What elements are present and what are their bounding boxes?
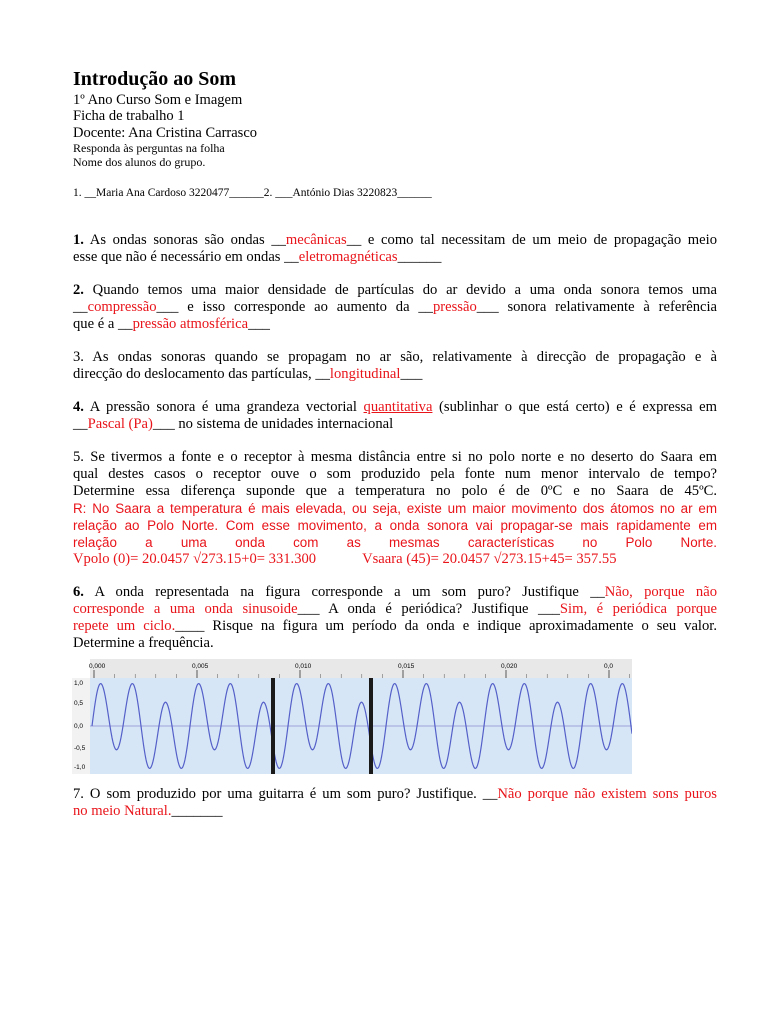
time-tick-label: 0,000 xyxy=(89,663,106,670)
answer-underlined: quantitativa xyxy=(363,399,433,415)
answer: pressão atmosférica xyxy=(132,316,249,332)
worksheet-line: Ficha de trabalho 1 xyxy=(73,108,185,124)
answer: corresponde a uma onda sinusoide xyxy=(73,601,298,617)
amplitude-tick-label: -0,5 xyxy=(74,745,86,752)
question-3: 3. As ondas sonoras quando se propagam no ar são, relativamente à direcção de propagação e à direcção do deslocamento das partículas, __longitudinal___ xyxy=(73,349,717,382)
formula-polo: Vpolo (0)= 20.0457 √273.15+0= 331.300 xyxy=(73,551,317,567)
question-4: 4. A pressão sonora é uma grandeza vectorial quantitativa (sublinhar o que está certo) e é expressa em __Pascal (Pa)___ no sistema de unidades internacional xyxy=(73,399,717,432)
teacher-line: Docente: Ana Cristina Carrasco xyxy=(73,125,258,141)
answer: mecânicas xyxy=(285,232,347,248)
question-6: 6. A onda representada na figura corresponde a um som puro? Justifique __Não, porque não corresponde a uma onda sinusoide___ A onda é periódica? Justifique ___Sim, é periódica porque repete um ciclo.____ Risque na figura um período da onda e indique aproximadamente o seu valor. Determine a frequência. xyxy=(73,584,718,651)
answer: Não porque não existem sons puros xyxy=(497,786,717,802)
question-7: 7. O som produzido por uma guitarra é um som puro? Justifique. __Não porque não existem sons puros no meio Natural._______ xyxy=(73,786,717,819)
amplitude-tick-label: 0,0 xyxy=(74,723,84,730)
amplitude-tick-label: 0,5 xyxy=(74,700,84,707)
question-5: 5. Se tivermos a fonte e o receptor à mesma distância entre si no polo norte e no deserto do Saara em qual destes casos o receptor ouve o som produzido pela fonte num menor intervalo de tempo? Determine essa diferença suponde que a temperatura no polo é de 0ºC e no Saara de 45ºC. R: No Saara a temperatura é mais elevada, ou seja, existe um maior movimento dos átomos no ar em relação ao Polo Norte. Com esse movimento, a onda sonora vai propagar-se mais rapidamente em relação a uma onda com as mesmas características no Polo Norte. Vpolo (0)= 20.0457 √273.15+0= 331.300 Vsaara (45)= 20.0457 √273.15+45= 357.55 xyxy=(73,449,717,567)
time-tick-label: 0,020 xyxy=(501,663,518,670)
period-marker-end xyxy=(369,678,373,774)
time-tick-label: 0,010 xyxy=(295,663,312,670)
answer: R: No Saara a temperatura é mais elevada, ou seja, existe um maior movimento dos átomos no ar em xyxy=(73,501,717,516)
answer: no meio Natural. xyxy=(73,803,172,819)
period-marker-start xyxy=(271,678,275,774)
answer: relação ao Polo Norte. Com esse movimento, a onda sonora vai propagar-se mais rapidamente em xyxy=(73,518,717,533)
instructions-line: Responda às perguntas na folha xyxy=(73,141,225,155)
amplitude-tick-label: 1,0 xyxy=(74,680,84,687)
student-names: 1. __Maria Ana Cardoso 3220477______2. ___António Dias 3220823______ xyxy=(73,187,432,199)
amplitude-tick-label: -1,0 xyxy=(74,764,86,771)
answer: repete um ciclo. xyxy=(73,618,176,634)
formula-saara: Vsaara (45)= 20.0457 √273.15+45= 357.55 xyxy=(362,551,617,567)
answer: Não, porque não xyxy=(604,584,717,600)
page-title: Introdução ao Som xyxy=(73,68,236,90)
question-2: 2. Quando temos uma maior densidade de partículas do ar devido a uma onda sonora temos uma __compressão___ e isso corresponde ao aumento da __pressão___ sonora relativamente à referência que é a __pressão atmosférica___ xyxy=(73,282,717,332)
question-1: 1. As ondas sonoras são ondas __mecânicas__ e como tal necessitam de um meio de propagação meio esse que não é necessário em ondas __eletromagnéticas______ xyxy=(73,232,717,265)
answer: pressão xyxy=(432,299,477,315)
answer: Pascal (Pa) xyxy=(87,416,153,432)
time-tick-label: 0,0 xyxy=(604,663,614,670)
answer: compressão xyxy=(87,299,157,315)
answer: eletromagnéticas xyxy=(298,249,398,265)
waveform-figure xyxy=(72,659,632,774)
time-tick-label: 0,005 xyxy=(192,663,209,670)
time-tick-label: 0,015 xyxy=(398,663,415,670)
answer: relação a uma onda com as mesmas características no Polo Norte. xyxy=(73,535,717,550)
answer: longitudinal xyxy=(329,366,401,382)
course-line: 1º Ano Curso Som e Imagem xyxy=(73,92,243,108)
answer: Sim, é periódica porque xyxy=(559,601,718,617)
time-ruler xyxy=(90,659,632,678)
group-names-label: Nome dos alunos do grupo. xyxy=(73,155,206,169)
formula-line xyxy=(73,551,717,568)
